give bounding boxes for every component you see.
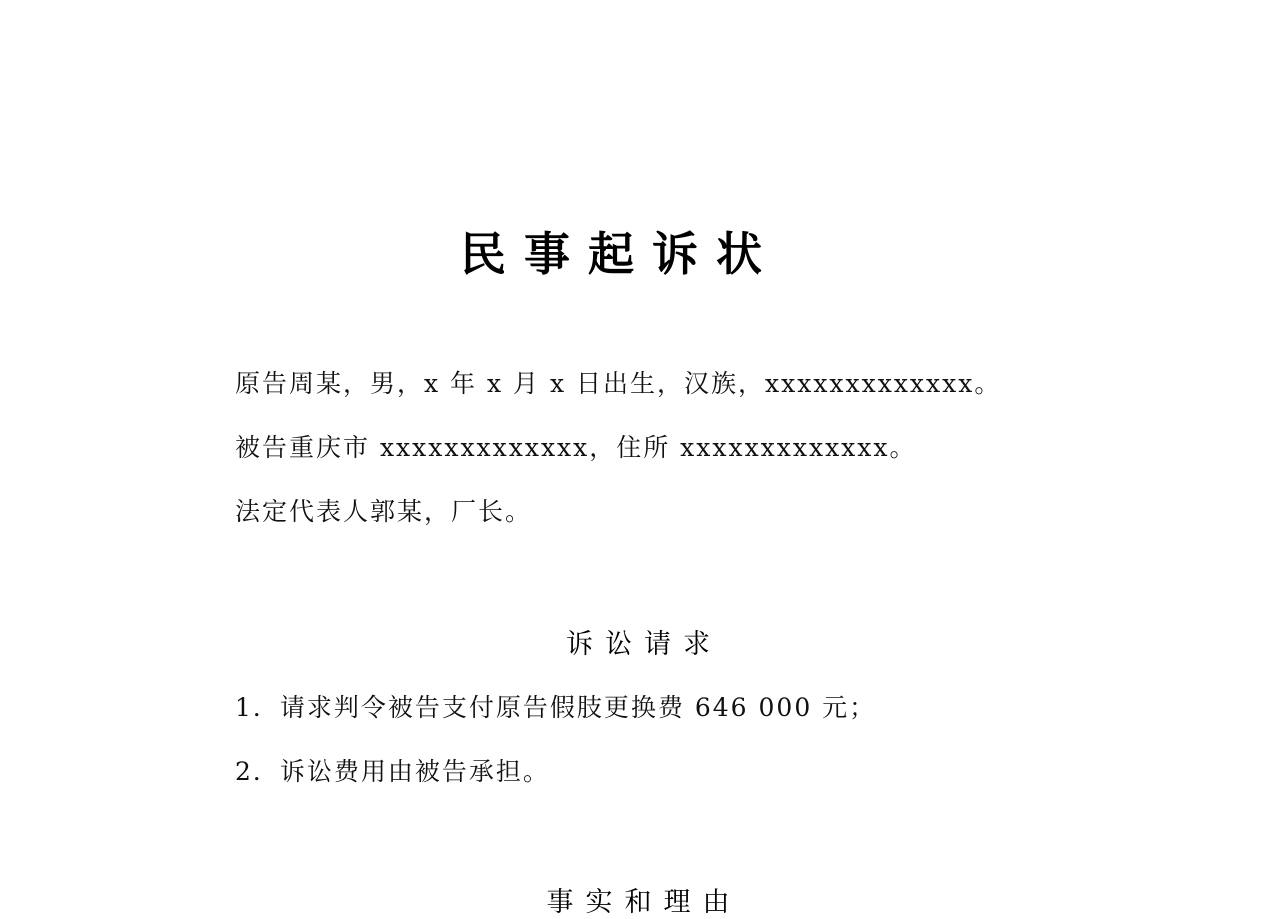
document-title: 民事起诉状 [460, 227, 780, 281]
legal-representative-info: 法定代表人郭某，厂长。 [235, 497, 533, 526]
plaintiff-info: 原告周某，男，x 年 x 月 x 日出生，汉族，xxxxxxxxxxxxx。 [235, 369, 1002, 398]
claim-item-1: 1．请求判令被告支付原告假肢更换费 646 000 元； [235, 693, 877, 722]
claims-heading: 诉讼请求 [566, 629, 722, 660]
defendant-info: 被告重庆市 xxxxxxxxxxxxx，住所 xxxxxxxxxxxxx。 [235, 433, 917, 462]
facts-heading: 事实和理由 [546, 887, 742, 918]
claim-item-2: 2．诉讼费用由被告承担。 [235, 757, 550, 786]
